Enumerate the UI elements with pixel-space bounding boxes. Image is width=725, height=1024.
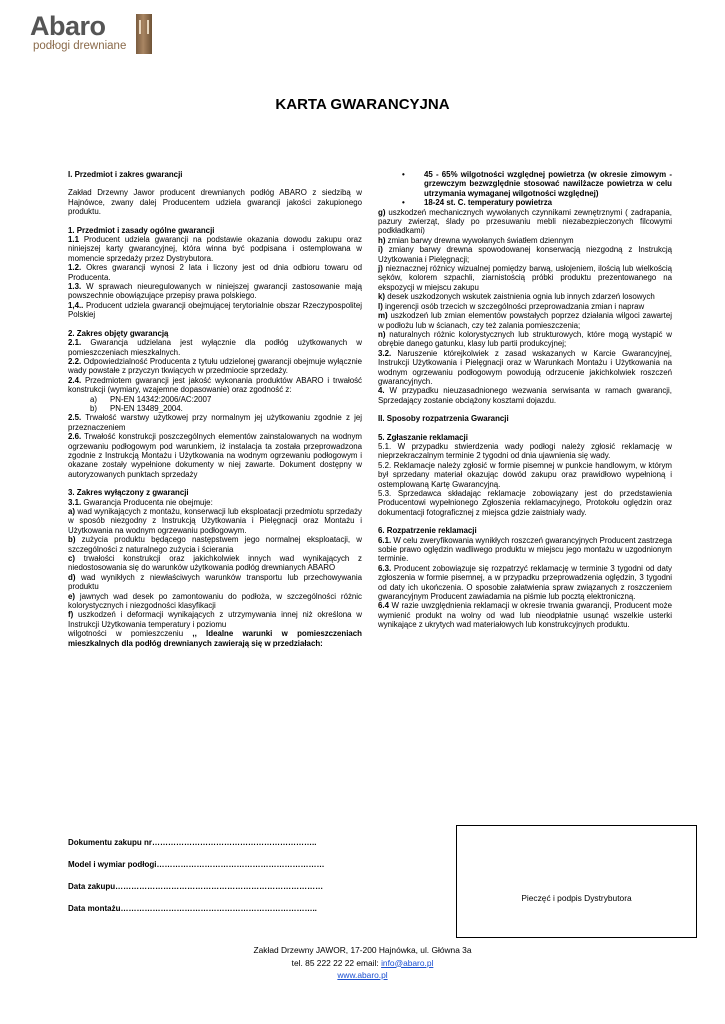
paragraph [378,245,672,264]
paragraph [68,535,362,554]
paragraph-text: Producent udziela gwarancji na podstawie okazania dowodu zakupu oraz niniejszej karty gwarancyjnej, która winna być podpisana i ostemplowana w momencie sprzedaży przez Dystrybutora. [68,235,362,263]
clause-number: 1,4.. [68,300,84,310]
section-heading: 5. Zgłaszanie reklamacji [378,432,468,442]
paragraph [68,413,362,432]
bullet-item: • 45 - 65% wilgotności względnej powietrza (w okresie zimowym - grzewczym bezwzględnie stosować nawilżacze powietrza w celu utrzymania wymaganej wilgotności względnej) [378,170,672,198]
standards-list [68,395,362,414]
form-field-line: Model i wymiar podłogi……………………………………………………… [68,860,325,869]
paragraph [378,349,672,387]
paragraph-text: 5.1. W przypadku stwierdzenia wady podłogi należy zgłosić reklamację w nieprzekraczalnym terminie 2 tygodni od dnia ujawnienia się wady. [378,441,672,461]
paragraph [378,601,672,629]
paragraph [378,489,672,517]
paragraph-text: zmiany barwy drewna spowodowanej konserwacją niezgodną z Instrukcją Użytkowania i Pielęgnacji; [378,245,672,264]
paragraph-text: wilgotności w pomieszczeniu [68,629,193,639]
section-heading: 3. Zakres wyłączony z gwarancji [68,488,189,498]
paragraph [68,498,362,507]
wood-plank-icon [136,14,152,54]
spacer [68,179,362,188]
clause-number: 2.2. [68,356,82,366]
paragraph-text: naturalnych różnic kolorystycznych lub strukturowych, które mogą wystąpić w obrębie danego gatunku, klasy lub partii produkcyjnej; [378,329,672,349]
paragraph-text: 5.2. Reklamacje należy zgłosić w formie pisemnej w punkcie handlowym, w którym był sprzedany materiał okazując dowód zakupu oraz prawidłowo wypełnioną i ostemplowaną Kartę Gwarancyjną. [378,460,672,489]
list-item [90,404,362,413]
purchase-fields [68,838,368,926]
clause-number: j) [378,264,383,274]
clause-number: 2.5. [68,413,82,423]
clause-number: 3.2. [378,348,392,358]
paragraph-text: Zakład Drzewny Jawor producent drewnianych podłóg ABARO z siedzibą w Hajnówce, zwany dalej Producentem udziela gwarancji jakości zakupionego produktu. [68,188,362,217]
paragraph-text: desek uszkodzonych wskutek zaistnienia ognia lub innych zdarzeń losowych [385,292,655,302]
footer-email-link[interactable]: info@abaro.pl [381,957,434,968]
paragraph-text: Producent udziela gwarancji obejmującej terytorialnie obszar Rzeczypospolitej Polskiej [68,300,362,320]
page-title: KARTA GWARANCYJNA [275,96,450,113]
section-heading: 2. Zakres objęty gwarancją [68,328,169,338]
paragraph [68,235,362,263]
logo-tagline: podłogi drewniane [33,40,127,52]
paragraph [68,432,362,479]
paragraph [68,301,362,320]
clause-number: 1.1 [68,235,79,245]
clause-number: a) [68,507,76,516]
paragraph [378,302,672,311]
section-heading: I. Przedmiot i zakres gwarancji [68,170,183,179]
clause-number: c) [68,554,76,564]
paragraph [68,282,362,301]
stamp-signature-box [456,825,697,938]
paragraph-text: Okres gwarancji wynosi 2 lata i liczony jest od dnia odbioru towaru od Producenta. [68,263,362,282]
list-text: PN-EN 14342:2006/AC:2007 [110,394,212,404]
paragraph-text: Odpowiedzialność Producenta z tytułu udzielonej gwarancji obejmuje wyłącznie wady powstałe z przyczyn tkwiących w przedmiocie sprzedaży. [68,356,362,376]
paragraph [378,208,672,236]
clause-number: k) [378,292,386,302]
paragraph-text: Trwałość konstrukcji poszczególnych elementów zainstalowanych na wodnym ogrzewaniu podłogowym pod warunkiem, iż instalacja ta została przeprowadzona zgodnie z Instrukcją Montażu i Użytkowania na wodnym ogrzewaniu podłogowym i okazane zostały wypełnione dokumenty w niej zawarte. Dokument dostępny w autoryzowanych punktach sprzedaży [68,432,362,479]
footer-address: Zakład Drzewny JAWOR, 17-200 Hajnówka, ul. Główna 3a [253,945,472,955]
clause-number: l) [378,301,383,311]
paragraph-text: W przypadku nieuzasadnionego wezwania serwisanta w ramach gwarancji, Sprzedający zostanie obciążony kosztami dojazdu. [378,386,672,405]
spacer [378,405,672,414]
paragraph-text: zmian barwy drewna wywołanych światłem dziennym [385,235,574,245]
paragraph [68,263,362,282]
list-marker: a) [90,394,98,404]
footer-contact [0,957,725,970]
clause-number: i) [378,245,383,255]
clause-number: 1.2. [68,263,82,273]
paragraph [68,357,362,376]
clause-number: h) [378,235,386,245]
paragraph-text: wad wynikłych z niewłaściwych warunków transportu lub przechowywania produktu [68,572,362,592]
paragraph-text: zużycia produktu będącego następstwem jego normalnej eksploatacji, w szczególności z naturalnego zużycia i ścierania [68,535,362,554]
form-field-line: Dokumentu zakupu nr…………………………………………………….. [68,838,317,847]
clause-number: n) [378,329,386,339]
paragraph [68,507,362,535]
stamp-label: Pieczęć i podpis Dystrybutora [521,893,632,903]
paragraph-text: 5.3. Sprzedawca składając reklamacje zobowiązany jest do przedstawienia Producentowi wypełnionego Zgłoszenia reklamacyjnego, Protokołu oględzin oraz dokumentacji fotograficznej z miejsca gdzie zaistniały wady. [378,489,672,517]
paragraph [68,376,362,395]
list-text: PN-EN 13489_2004. [110,403,183,413]
paragraph-text: Producent zobowiązuje się rozpatrzyć reklamację w terminie 3 tygodni od daty zgłoszenia w formie pisemnej, a w przypadku przeprowadzenia oględzin, 3 tygodni od daty ich ukończenia. O sposobie załatwienia spraw związanych z roszczeniem gwarancyjnym Producent zawiadamia na piśmie lub pocztą elektroniczną. [378,563,672,602]
paragraph [378,311,672,330]
paragraph [378,292,672,301]
clause-number: f) [68,610,74,620]
paragraph-text: Naruszenie którejkolwiek z zasad wskazanych w Karcie Gwarancyjnej, Instrukcji Użytkowania i Pielęgnacji oraz w Warunkach Montażu i Użytkowania na wodnym ogrzewaniu podłogowym powodują odrzucenie jakichkolwiek roszczeń gwarancyjnych. [378,348,672,386]
clause-number: b) [68,535,76,545]
paragraph [378,442,672,461]
clause-number: e) [68,591,76,601]
paragraph [378,461,672,489]
footer-phone: tel. 85 222 22 22 email: [291,957,382,968]
paragraph-bold-tail: ,, Idealne warunki w pomieszczeniach mieszkalnych dla podłóg drewnianych zawierają się w przedziałach: [68,629,362,648]
clause-number: g) [378,207,386,217]
form-field-line: Data montażu……………………………………………………………….. [68,904,317,913]
paragraph [378,386,672,405]
conditions-bullet-list [378,170,672,208]
paragraph [68,573,362,592]
paragraph-text: jawnych wad desek po zamontowaniu do podłoża, w szczególności różnic kolorystycznych i niezgodności klasyfikacji [68,591,362,611]
paragraph-text: W celu zweryfikowania wynikłych roszczeń gwarancyjnych Producent zastrzega sobie prawo oględzin wadliwego produktu w miejscu jego montażu w uzgodnionym terminie. [378,535,672,564]
left-column [68,170,362,648]
paragraph-text: trwałości konstrukcji oraz jakichkolwiek innych wad wynikających z niedostosowania się do warunków użytkowania podłóg drewnianych ABARO [68,554,362,573]
paragraph-text: uszkodzeń mechanicznych wywołanych czynnikami zewnętrznymi ( zadrapania, pazury zwierząt, ślady po przesuwaniu mebli niezabezpieczonych filcowymi podkładkami) [378,207,672,236]
clause-number: d) [68,572,76,582]
paragraph [378,564,672,602]
spacer [378,424,672,433]
clause-number: 6.4 [378,601,389,611]
clause-number: 1.3. [68,282,82,292]
paragraph-text: Przedmiotem gwarancji jest jakość wykonania produktów ABARO i trwałość konstrukcji (wymiary, wzajemne dopasowanie) oraz zgodność z: [68,375,362,395]
paragraph [378,330,672,349]
footer-website-link[interactable]: www.abaro.pl [337,970,388,980]
spacer [68,320,362,329]
paragraph [68,629,362,648]
paragraph-text: wad wynikających z montażu, konserwacji lub eksploatacji przedmiotu sprzedaży w sposób niezgodny z Instrukcją Użytkowania i Pielęgnacji oraz Montażu i Użytkowania na wodnym ogrzewaniu podłogowym. [68,507,362,535]
bullet-item: • 18-24 st. C. temperatury powietrza [378,198,672,207]
spacer [378,517,672,526]
paragraph-text: Gwarancja Producenta nie obejmuje: [81,497,213,507]
paragraph [68,610,362,629]
paragraph [68,188,362,216]
form-field-line: Data zakupu…………………………………………………………………… [68,882,324,891]
section-heading: 6. Rozpatrzenie reklamacji [378,526,477,536]
section-heading: II. Sposoby rozpatrzenia Gwarancji [378,414,509,424]
list-item [90,395,362,404]
right-column [378,170,672,630]
clause-number: 3.1. [68,497,82,507]
paragraph-text: nieznacznej różnicy wizualnej pomiędzy barwą, usłojeniem, ilością lub wielkością sęków, kolorem szpachli, ziarnistością próbki produktu prezentowanego na ekspozycji w miejscu zakupu [378,264,672,292]
spacer [68,479,362,488]
paragraph-text: uszkodzeń i deformacji wynikających z utrzymywania innej niż określona w Instrukcji Użytkowania temperatury i poziomu [68,610,362,629]
logo-wordmark: Abaro [30,11,106,41]
paragraph [378,236,672,245]
paragraph-text: ingerencji osób trzecich w szczególności przeprowadzania zmian i napraw [382,301,645,311]
abaro-logo [30,12,155,54]
clause-number: 2.4. [68,375,82,385]
footer [0,944,725,982]
paragraph [68,338,362,357]
list-marker: b) [90,403,98,413]
spacer [68,217,362,226]
paragraph-text: uszkodzeń lub zmian elementów powstałych poprzez działania wilgoci zawartej w podłożu lub w ścianach, czy też zalania pomieszczenia; [378,311,672,330]
clause-number: 2.6. [68,432,82,442]
paragraph [68,592,362,611]
clause-number: 4. [378,386,385,396]
paragraph-text: Gwarancja udzielana jest wyłącznie dla podłóg użytkowanych w pomieszczeniach mieszkalnych. [68,338,362,357]
paragraph-text: Trwałość warstwy użytkowej przy normalnym jej użytkowaniu zgodnie z jej przeznaczeniem [68,413,362,432]
paragraph-text: W sprawach nieuregulowanych w niniejszej gwarancji zastosowanie mają powszechnie obowiązujące przepisy prawa polskiego. [68,282,362,301]
paragraph-text: W razie uwzględnienia reklamacji w okresie trwania gwarancji, Producent może wymienić produkt na wolny od wad lub nieodpłatnie usunąć wszelkie usterki wynikające z ukrytych wad materiałowych lub konstrukcyjnych produktu. [378,601,672,630]
clause-number: 2.1. [68,338,82,348]
clause-number: m) [378,311,388,321]
paragraph [378,536,672,564]
clause-number: 6.1. [378,535,392,545]
section-heading: 1. Przedmiot i zasady ogólne gwarancji [68,225,215,235]
clause-number: 6.3. [378,563,392,573]
paragraph [68,554,362,573]
paragraph [378,264,672,292]
